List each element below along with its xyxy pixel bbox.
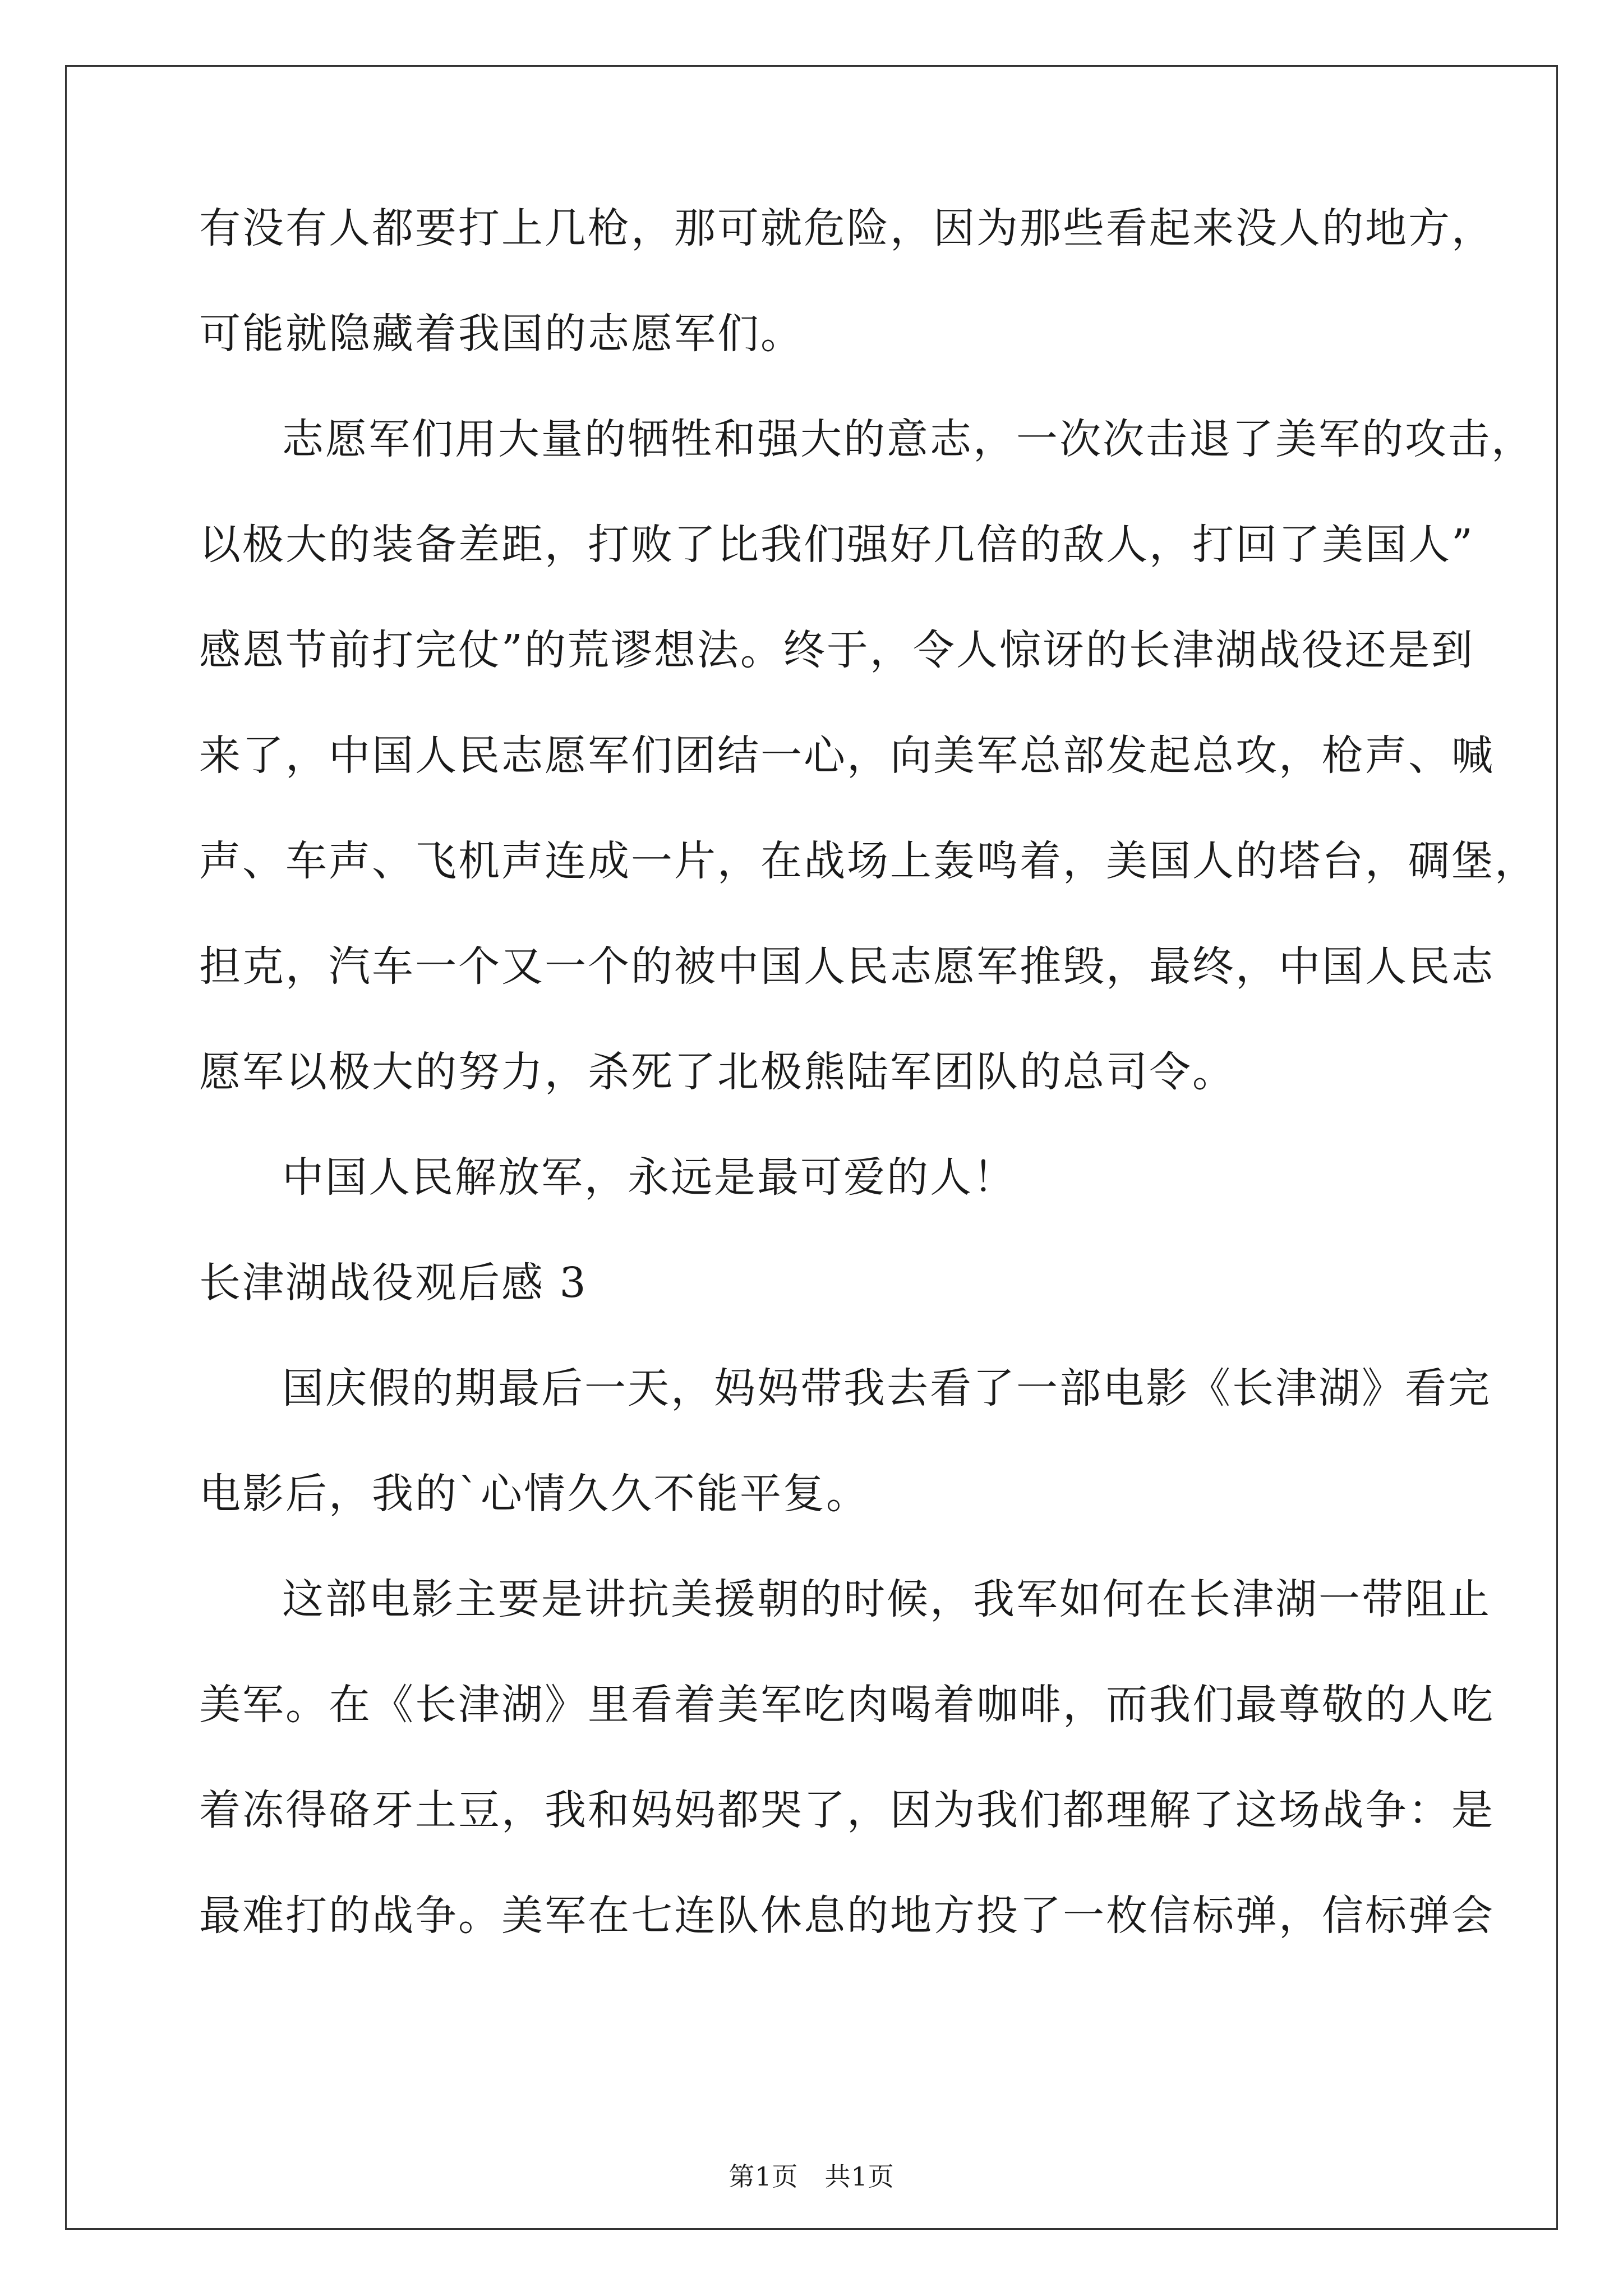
paragraph-start-line: 中国人民解放军，永远是最可爱的人！ [282, 1153, 1016, 1202]
text-line: 以极大的装备差距，打败了比我们强好几倍的敌人，打回了美国人” [199, 521, 1474, 569]
text-line: 声、车声、飞机声连成一片，在战场上轰鸣着，美国人的塔台，碉堡， [199, 837, 1538, 885]
text-line: 愿军以极大的努力，杀死了北极熊陆军团队的总司令。 [199, 1048, 1235, 1096]
section-heading: 长津湖战役观后感 3 [199, 1259, 588, 1307]
paragraph-start-line: 志愿军们用大量的牺牲和强大的意志，一次次击退了美军的攻击， [282, 415, 1534, 463]
text-line: 感恩节前打完仗”的荒谬想法。终于，令人惊讶的长津湖战役还是到 [199, 626, 1474, 674]
text-line: 最难打的战争。美军在七连队休息的地方投了一枚信标弹，信标弹会 [199, 1892, 1495, 1940]
text-line: 担克，汽车一个又一个的被中国人民志愿军推毁，最终，中国人民志 [199, 942, 1495, 991]
paragraph-start-line: 国庆假的期最后一天，妈妈带我去看了一部电影《长津湖》看完 [282, 1364, 1491, 1412]
text-line: 电影后，我的`心情久久不能平复。 [199, 1470, 869, 1518]
text-line: 可能就隐藏着我国的志愿军们。 [199, 310, 804, 358]
text-line: 美军。在《长津湖》里看着美军吃肉喝着咖啡，而我们最尊敬的人吃 [199, 1681, 1495, 1729]
document-body [199, 202, 1538, 1995]
paragraph-start-line: 这部电影主要是讲抗美援朝的时候，我军如何在长津湖一带阻止 [282, 1575, 1491, 1623]
text-line: 有没有人都要打上几枪，那可就危险，因为那些看起来没人的地方， [199, 204, 1495, 252]
page-footer: 第1页 共1页 [728, 2161, 895, 2192]
text-line: 着冻得硌牙土豆，我和妈妈都哭了，因为我们都理解了这场战争：是 [199, 1786, 1495, 1834]
text-line: 来了，中国人民志愿军们团结一心，向美军总部发起总攻，枪声、喊 [199, 731, 1495, 780]
